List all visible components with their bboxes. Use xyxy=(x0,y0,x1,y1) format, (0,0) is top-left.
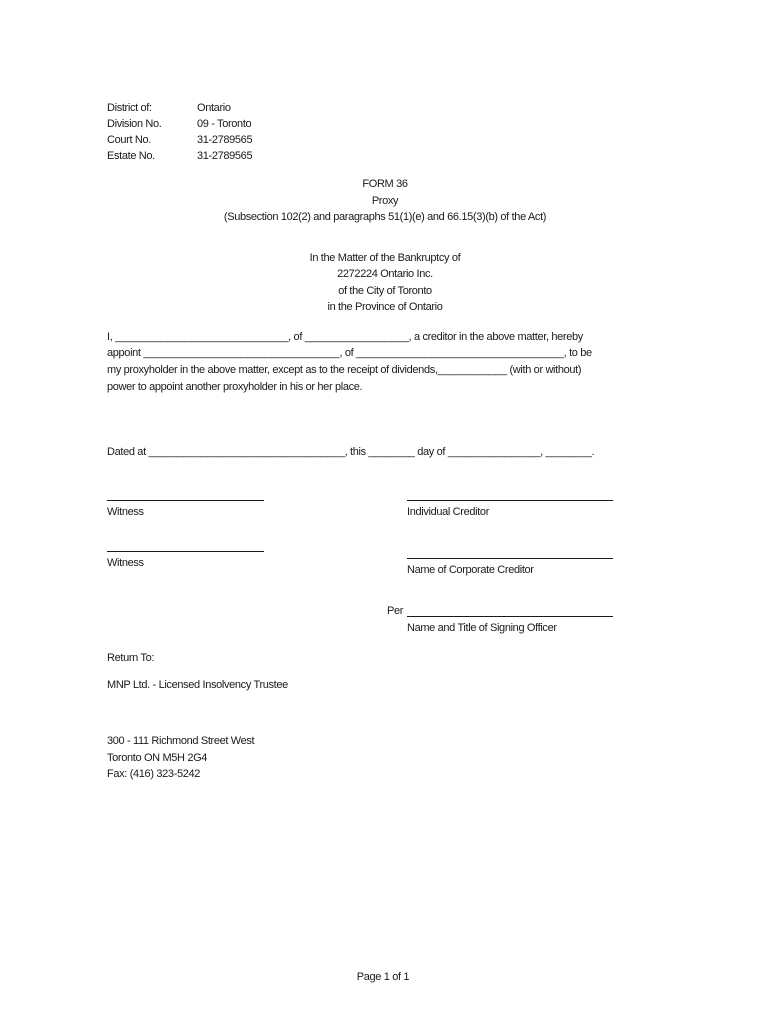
individual-creditor-label: Individual Creditor xyxy=(407,506,490,518)
body-line-4: power to appoint another proxyholder in his or her place. xyxy=(107,381,363,393)
address-line-2: Toronto ON M5H 2G4 xyxy=(107,752,208,764)
form-number: FORM 36 xyxy=(362,178,408,190)
court-value: 31-2789565 xyxy=(197,134,253,146)
form-reference: (Subsection 102(2) and paragraphs 51(1)(e) and 66.15(3)(b) of the Act) xyxy=(223,211,547,223)
matter-line-3: of the City of Toronto xyxy=(338,285,432,297)
matter-line-2: 2272224 Ontario Inc. xyxy=(337,268,433,280)
body-line-3: my proxyholder in the above matter, except as to the receipt of dividends,____________ (with or without) xyxy=(107,364,582,376)
form-name: Proxy xyxy=(371,195,399,207)
signing-officer-label: Name and Title of Signing Officer xyxy=(407,622,557,634)
matter-line-1: In the Matter of the Bankruptcy of xyxy=(309,252,461,264)
matter-line-4: in the Province of Ontario xyxy=(327,301,443,313)
witness-1-signature-line xyxy=(107,500,264,501)
address-line-1: 300 - 111 Richmond Street West xyxy=(107,735,255,747)
signing-officer-signature-line xyxy=(407,616,613,617)
witness-1-label: Witness xyxy=(107,506,144,518)
division-value: 09 - Toronto xyxy=(197,118,252,130)
court-label: Court No. xyxy=(107,134,151,146)
trustee-name: MNP Ltd. - Licensed Insolvency Trustee xyxy=(107,679,288,691)
per-label: Per xyxy=(387,605,404,617)
fax-number: Fax: (416) 323-5242 xyxy=(107,768,201,780)
page-number: Page 1 of 1 xyxy=(356,971,410,983)
estate-value: 31-2789565 xyxy=(197,150,253,162)
body-line-2: appoint __________________________________, of ____________________________________, to be xyxy=(107,347,592,359)
corporate-creditor-signature-line xyxy=(407,558,613,559)
witness-2-signature-line xyxy=(107,551,264,552)
individual-creditor-signature-line xyxy=(407,500,613,501)
witness-2-label: Witness xyxy=(107,557,144,569)
district-label: District of: xyxy=(107,102,152,114)
estate-label: Estate No. xyxy=(107,150,155,162)
return-to-label: Return To: xyxy=(107,652,155,664)
division-label: Division No. xyxy=(107,118,162,130)
corporate-creditor-label: Name of Corporate Creditor xyxy=(407,564,534,576)
dated-line: Dated at __________________________________, this ________ day of ________________, ________. xyxy=(107,446,595,458)
district-value: Ontario xyxy=(197,102,231,114)
body-line-1: I, ______________________________, of __________________, a creditor in the above matter, hereby xyxy=(107,331,583,343)
